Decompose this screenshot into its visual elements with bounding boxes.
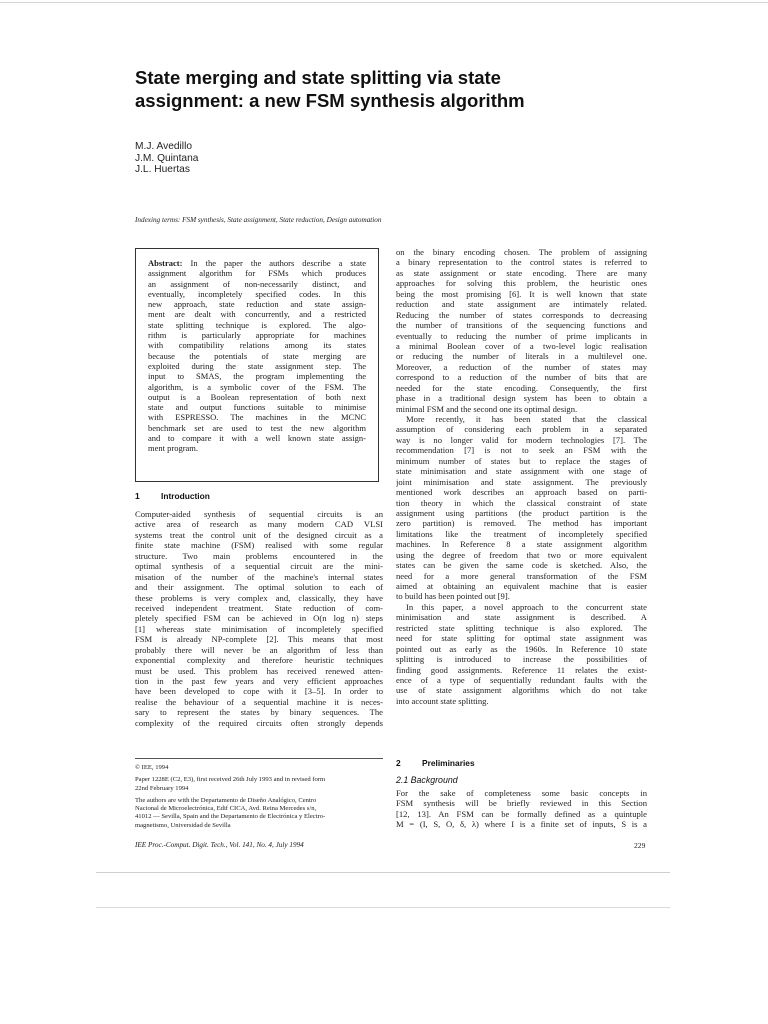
text-line: finite state machine (FSM) realised with some regular xyxy=(135,540,383,551)
affiliation-line: The authors are with the Departamento de Diseño Analógico, Centro xyxy=(135,796,317,804)
text-line: ence of a type of sequentially redundant faults with the xyxy=(396,674,647,685)
text-line: assumption of considering each problem in a separated xyxy=(396,424,647,435)
text-line: as state assignment or state encoding. There are many xyxy=(396,267,647,278)
section-heading-introduction xyxy=(135,491,210,501)
text-line: minimal FSM and the second one its optimal design. xyxy=(396,403,578,414)
text-line: pointed out as early as the 1960s. In Reference 10 state xyxy=(396,643,647,654)
text-line: pletely specified FSM can be achieved in O(n log n) steps xyxy=(135,613,383,624)
text-line: state minimisation and state assignment with one stage of xyxy=(396,466,647,477)
title-line: assignment: a new FSM synthesis algorithm xyxy=(135,90,525,111)
text-line: machines. In Reference 8 a state assignment algorithm xyxy=(396,539,647,550)
text-line: rithm is particularly appropriate for machines xyxy=(148,330,366,341)
text-line: Moreover, a reduction of the number of states may xyxy=(396,361,647,372)
text-line: being the most promising [6]. It is well known that state xyxy=(396,288,647,299)
text-line: tion theory in which the classical constraint of state xyxy=(396,497,647,508)
abstract-label: Abstract: xyxy=(148,258,183,268)
text-line: output is a Boolean representation of both next xyxy=(148,391,366,402)
author: J.L. Huertas xyxy=(135,164,190,176)
text-line: these problems is very complex and, classically, they have xyxy=(135,592,383,603)
journal-citation: IEE Proc.-Comput. Digit. Tech., Vol. 141, No. 4, July 1994 xyxy=(135,841,304,849)
text-line: a minimal Boolean cover of a two-level logic realisation xyxy=(396,340,647,351)
text-line: state splitting technique is explored. The algo- xyxy=(148,319,366,330)
text-line: optimal synthesis of a sequential circuit are the mini- xyxy=(135,561,383,572)
affiliation-line: Nacional de Microelectrónica, Edif CICA, Avd. Reina Mercedes s/n, xyxy=(135,805,317,813)
text-line: Abstract: In the paper the authors describe a state xyxy=(148,258,366,268)
bottom-rule xyxy=(96,872,670,873)
author: J.M. Quintana xyxy=(135,152,199,164)
text-line: [1] whereas state minimisation of incompletely specified xyxy=(135,623,383,634)
text-line: on the binary encoding chosen. The problem of assigning xyxy=(396,247,647,257)
text-line: eventually to reducing the number of prime implicants in xyxy=(396,330,647,341)
text-line: mentioned work describes an approach based on parti- xyxy=(396,487,647,498)
text-line: [12, 13]. An FSM can be formally defined as a quintuple xyxy=(396,808,647,819)
text-line: tion in the past few years and very efficient approaches xyxy=(135,676,383,686)
text-line: limitations like the treatment of incompletely specified xyxy=(396,528,647,539)
paper-history-line: 22nd February 1994 xyxy=(135,784,189,792)
title-line: State merging and state splitting via state xyxy=(135,67,501,88)
text-line: systems treat the control unit of the designed circuit as a xyxy=(135,529,383,540)
page-number: 229 xyxy=(634,841,646,850)
text-line: assignment algorithm for FSMs which produces xyxy=(148,268,366,279)
text-line: must be used. This problem has received renewed atten- xyxy=(135,665,383,676)
text-line: need for a more general transformation of the FSM xyxy=(396,570,647,581)
text-line: received independent treatment. State reduction of com- xyxy=(135,602,383,613)
author: M.J. Avedillo xyxy=(135,141,193,152)
affiliation-line: magnetismo, Universidad de Sevilla xyxy=(135,821,231,829)
text-line: joint minimisation and state assignment. The previously xyxy=(396,476,647,487)
text-line: input to SMAS, the program implementing the xyxy=(148,371,366,382)
text-line: M = (I, S, O, δ, λ) where I is a finite set of inputs, S is a xyxy=(396,819,647,830)
text-line: active area of research as many modern CAD VLSI xyxy=(135,519,383,530)
introduction-text xyxy=(135,509,383,728)
text-line: misation of the number of the machine's internal states xyxy=(135,571,383,582)
abstract-text xyxy=(148,258,366,454)
text-line: In this paper, a novel approach to the concurrent state xyxy=(406,601,647,612)
text-line: an assignment of non-necessarily distinct, and xyxy=(148,278,366,289)
text-line: zero partition) is removed. The method has important xyxy=(396,518,647,529)
background-text xyxy=(396,788,647,830)
text-line: and their assignment. The optimal solution to each of xyxy=(135,582,383,593)
text-line: Computer-aided synthesis of sequential circuits is an xyxy=(135,509,383,519)
text-line: using the degree of freedom that two or more equivalent xyxy=(396,549,647,560)
text-line: to build has been pointed out [9]. xyxy=(396,591,510,602)
text-line: recommendation [7] is not to seek an FSM with the xyxy=(396,445,647,456)
text-line: with compatibility relations among its states xyxy=(148,340,366,351)
footnotes xyxy=(135,764,383,830)
text-line: sary to represent the states by binary sequences. The xyxy=(135,707,383,718)
text-line: approaches for solving this problem, the heuristic ones xyxy=(396,278,647,289)
text-line: way is no longer valid for modern technologies [7]. The xyxy=(396,434,647,445)
section-heading-preliminaries xyxy=(396,758,475,768)
text-line: restricted state splitting technique is also explored. The xyxy=(396,622,647,633)
text-line: finding good assignments. Reference 11 relates the exist- xyxy=(396,664,647,675)
text-line: FSM synthesis will be briefly reviewed in this Section xyxy=(396,798,647,809)
text-line: algorithm, is a symbolic cover of the FSM. The xyxy=(148,381,366,392)
top-rule xyxy=(0,2,768,3)
text-line: because the potentials of state merging are xyxy=(148,350,366,361)
text-line: probably there will never be an algorithm of less than xyxy=(135,644,383,655)
copyright-notice: © IEE, 1994 xyxy=(135,764,169,771)
footnote-rule xyxy=(135,758,383,759)
text-line: assignment using partitions (the product partition is the xyxy=(396,507,647,518)
section-number: 2 xyxy=(396,758,401,768)
text-line: or reducing the number of literals in a multilevel one. xyxy=(396,351,647,362)
text-line: realise the behaviour of a sequential machine it is neces- xyxy=(135,696,383,707)
indexing-terms: Indexing terms: FSM synthesis, State assignment, State reduction, Design automation xyxy=(135,216,382,224)
text-line: Reducing the number of states corresponds to decreasing xyxy=(396,309,647,320)
text-line: and to compare it with a well known state assign- xyxy=(148,433,366,444)
text-line: use of state assignment algorithms which do not take xyxy=(396,685,647,696)
text-line: states can be given the same code is sketched. Also, the xyxy=(396,560,647,571)
affiliation-line: 41012 — Sevilla, Spain and the Departamento de Electrónica y Electro- xyxy=(135,813,326,821)
author-list xyxy=(135,141,198,176)
subsection-heading-background: 2.1 Background xyxy=(396,775,458,785)
text-line: structure. Two main problems encountered in the xyxy=(135,550,383,561)
bottom-rule xyxy=(96,907,670,908)
text-line: correspond to a reduction of the number of bits that are xyxy=(396,372,647,383)
text-line: splitting is introduced to increase the possibilities of xyxy=(396,654,647,665)
abstract-box xyxy=(135,248,379,482)
text-line: minimum number of states but to replace the stages of xyxy=(396,455,647,466)
section-number: 1 xyxy=(135,491,140,501)
text-line: reduction and state assignment are intimately related. xyxy=(396,299,647,310)
paper-history-line: Paper 1228E (C2, E3), first received 26th July 1993 and in revised form xyxy=(135,776,326,784)
text-line: state and output functions suitable to minimise xyxy=(148,402,366,413)
text-line: minimisation and state assignment is described. A xyxy=(396,612,647,623)
text-line: complexity of the required circuits often strongly depends xyxy=(135,717,383,728)
text-line: eventually, incompletely specified codes. In this xyxy=(148,288,366,299)
text-line: the number of transitions of the sequencing functions and xyxy=(396,320,647,331)
text-line: FSM is already NP-complete [2]. This means that most xyxy=(135,634,383,645)
text-line: For the sake of completeness some basic concepts in xyxy=(396,788,647,798)
text-line: need for state splitting for optimal state assignment was xyxy=(396,633,647,644)
text-line: benchmark set are used to test the new algorithm xyxy=(148,422,366,433)
text-line: More recently, it has been stated that the classical xyxy=(406,414,647,424)
section-title: Introduction xyxy=(161,491,210,501)
section-title: Preliminaries xyxy=(422,758,475,768)
text-line: needed for the state encoding. Consequently, the first xyxy=(396,382,647,393)
text-line: into account state splitting. xyxy=(396,695,489,706)
text-line: ment program. xyxy=(148,443,199,454)
text-line: phase in a traditional design system has been to obtain a xyxy=(396,393,647,404)
paper-title xyxy=(135,66,695,112)
text-line: with ESPRESSO. The machines in the MCNC xyxy=(148,412,366,423)
text-line: aimed at obtaining an equivalent machine that is easier xyxy=(396,581,647,591)
text-line: exploited during the state assignment step. The xyxy=(148,360,366,371)
text-line: new approach, state reduction and state assign- xyxy=(148,299,366,310)
text-line: ment are dealt with concurrently, and a restricted xyxy=(148,309,366,320)
text-line: a binary representation to the control states is referred to xyxy=(396,257,647,268)
body-text-right-column xyxy=(396,247,647,706)
text-line: have been developed to cope with it [3–5]. In order to xyxy=(135,686,383,697)
text-line: exponential complexity and therefore heuristic techniques xyxy=(135,655,383,666)
